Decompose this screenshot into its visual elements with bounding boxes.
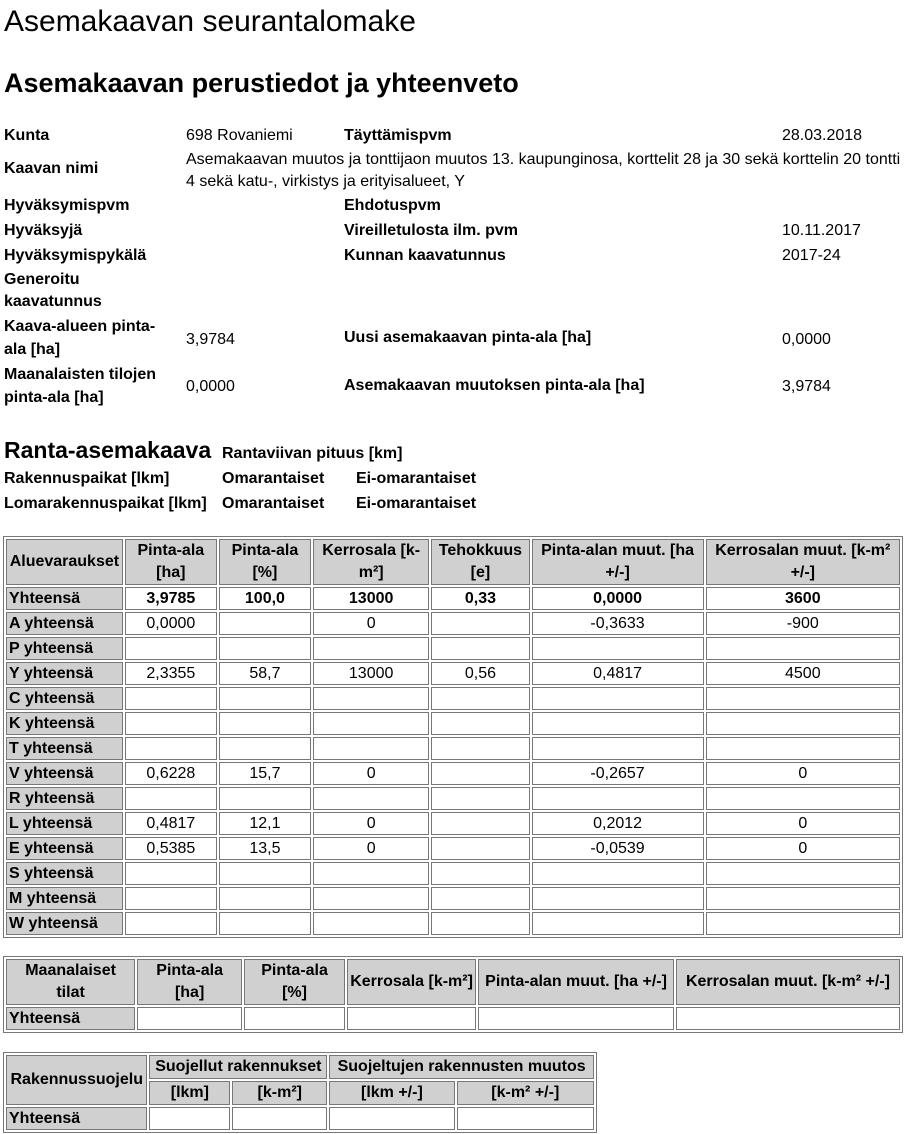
table-cell	[313, 887, 429, 910]
table-cell: 13000	[313, 662, 429, 685]
table-cell	[313, 787, 429, 810]
row-label: C yhteensä	[6, 687, 123, 710]
table-cell	[219, 787, 311, 810]
table-cell	[125, 687, 217, 710]
table-row	[6, 612, 900, 635]
table-cell	[219, 712, 311, 735]
table-cell: 0,2012	[532, 812, 704, 835]
row-label: A yhteensä	[6, 612, 123, 635]
table-cell	[676, 1007, 900, 1030]
table-cell: 13,5	[219, 837, 311, 860]
row-label: M yhteensä	[6, 887, 123, 910]
table-cell: 0	[313, 612, 429, 635]
rakennuspaikat-ei-omarantaiset: Ei-omarantaiset	[356, 470, 477, 487]
table-cell: -900	[706, 612, 900, 635]
suojellut-header: Suojellut rakennukset	[149, 1055, 327, 1079]
column-header: Pinta-alan muut. [ha +/-]	[478, 959, 674, 1005]
table-cell	[313, 712, 429, 735]
table-cell: 0	[313, 812, 429, 835]
table-cell	[125, 862, 217, 885]
table-cell	[125, 912, 217, 935]
table-row	[6, 812, 900, 835]
table-row	[6, 837, 900, 860]
kaava-alue-value: 3,9784	[186, 331, 235, 348]
table-cell: 0	[706, 812, 900, 835]
table-cell	[706, 637, 900, 660]
column-header: Kerrosalan muut. [k-m² +/-]	[676, 959, 900, 1005]
column-header: Pinta-ala [ha]	[137, 959, 242, 1005]
table-cell	[532, 637, 704, 660]
table-cell	[219, 862, 311, 885]
table-row	[6, 687, 900, 710]
table-cell	[219, 737, 311, 760]
table-cell	[431, 637, 529, 660]
table-cell	[313, 912, 429, 935]
vireilletulosta-label: Vireilletulosta ilm. pvm	[344, 222, 518, 239]
table-cell: 0,0000	[125, 612, 217, 635]
maanalaisten-label-2: pinta-ala [ha]	[4, 389, 104, 406]
muutos-header: Suojeltujen rakennusten muutos	[329, 1055, 594, 1079]
table-cell	[706, 887, 900, 910]
table-cell: 0,4817	[125, 812, 217, 835]
table-cell	[431, 712, 529, 735]
table-row	[6, 712, 900, 735]
table-cell	[532, 912, 704, 935]
table-row	[6, 737, 900, 760]
row-label: T yhteensä	[6, 737, 123, 760]
table-cell	[706, 912, 900, 935]
table-row	[6, 887, 900, 910]
kaava-alue-label-2: ala [ha]	[4, 341, 61, 358]
table-cell: 4500	[706, 662, 900, 685]
uusi-pinta-ala-value: 0,0000	[782, 331, 831, 348]
table-cell	[431, 887, 529, 910]
table-cell: 0,0000	[532, 587, 704, 610]
table-cell	[347, 1007, 476, 1030]
table-cell: 0,56	[431, 662, 529, 685]
table-row	[6, 787, 900, 810]
table-cell: 12,1	[219, 812, 311, 835]
table-cell	[431, 812, 529, 835]
row-label: K yhteensä	[6, 712, 123, 735]
kunnan-kaavatunnus-label: Kunnan kaavatunnus	[344, 247, 506, 264]
table-cell	[125, 887, 217, 910]
rakennuspaikat-omarantaiset: Omarantaiset	[222, 470, 325, 487]
rakennussuojelu-header: Rakennussuojelu	[6, 1055, 147, 1105]
lomarakennuspaikat-ei-omarantaiset: Ei-omarantaiset	[356, 495, 477, 512]
vireilletulosta-value: 10.11.2017	[782, 222, 861, 239]
uusi-pinta-ala-label: Uusi asemakaavan pinta-ala [ha]	[344, 329, 592, 346]
table-cell: 0,4817	[532, 662, 704, 685]
table-cell	[125, 712, 217, 735]
hyvaksyja-label: Hyväksyjä	[4, 222, 83, 239]
table-cell	[313, 737, 429, 760]
table-cell	[125, 637, 217, 660]
table-row	[6, 587, 900, 610]
table-cell	[457, 1107, 594, 1130]
page-title: Asemakaavan seurantalomake	[4, 5, 416, 38]
table-cell: 0	[313, 837, 429, 860]
table-cell	[532, 737, 704, 760]
tayttamispvm-label: Täyttämispvm	[344, 127, 452, 144]
table-cell	[125, 787, 217, 810]
table-cell	[219, 612, 311, 635]
table-cell	[532, 787, 704, 810]
table-cell	[431, 912, 529, 935]
table-cell	[532, 862, 704, 885]
muutoksen-pinta-ala-value: 3,9784	[782, 378, 831, 395]
kunnan-kaavatunnus-value: 2017-24	[782, 247, 841, 264]
ranta-heading: Ranta-asemakaava	[4, 437, 212, 463]
column-header: Kerrosala [k-m²]	[313, 539, 429, 585]
section-title-basic: Asemakaavan perustiedot ja yhteenveto	[4, 68, 519, 98]
table-cell	[431, 762, 529, 785]
table-cell: -0,0539	[532, 837, 704, 860]
kaava-alue-label-1: Kaava-alueen pinta-	[4, 318, 156, 335]
row-label: Y yhteensä	[6, 662, 123, 685]
table-cell	[125, 737, 217, 760]
table-cell	[329, 1107, 454, 1130]
table-cell	[244, 1007, 345, 1030]
row-label: R yhteensä	[6, 787, 123, 810]
table-cell: 15,7	[219, 762, 311, 785]
column-header: Tehokkuus [e]	[431, 539, 529, 585]
table-row	[6, 1107, 594, 1130]
table-cell	[478, 1007, 674, 1030]
table-cell: 0	[313, 762, 429, 785]
kaavan-nimi-value: Asemakaavan muutos ja tonttijaon muutos 13. kaupunginosa, korttelit 28 ja 30 sekä korttelin 20 tontti 4 sekä katu-, virkistys ja erityisalueet, Y	[186, 151, 901, 190]
ehdotuspvm-label: Ehdotuspvm	[344, 197, 441, 214]
table-cell	[431, 837, 529, 860]
table-row	[6, 862, 900, 885]
table-cell: 0	[706, 762, 900, 785]
table-cell: 0,6228	[125, 762, 217, 785]
column-header: Pinta-ala [ha]	[125, 539, 217, 585]
row-label: L yhteensä	[6, 812, 123, 835]
table-cell	[706, 687, 900, 710]
kaavan-nimi-label: Kaavan nimi	[4, 160, 99, 177]
table-cell: 3600	[706, 587, 900, 610]
table-row	[6, 662, 900, 685]
table-cell: 2,3355	[125, 662, 217, 685]
aluevaraukset-table	[3, 536, 903, 938]
table-cell	[137, 1007, 242, 1030]
row-label: S yhteensä	[6, 862, 123, 885]
table-row	[6, 637, 900, 660]
table-cell	[706, 737, 900, 760]
row-label: Yhteensä	[6, 1007, 135, 1030]
table-cell: 0	[706, 837, 900, 860]
hyvaksymispvm-label: Hyväksymispvm	[4, 197, 130, 214]
maanalaisten-value: 0,0000	[186, 378, 235, 395]
lomarakennuspaikat-omarantaiset: Omarantaiset	[222, 495, 325, 512]
row-label: P yhteensä	[6, 637, 123, 660]
table-cell: 58,7	[219, 662, 311, 685]
sub-header-km2: [k-m²]	[232, 1081, 327, 1105]
table-cell: 0,5385	[125, 837, 217, 860]
first-column-header: Aluevaraukset	[6, 539, 123, 585]
hyvaksymispykala-label: Hyväksymispykälä	[4, 247, 147, 264]
rakennussuojelu-table	[3, 1052, 597, 1133]
kunta-label: Kunta	[4, 127, 50, 144]
table-cell: -0,2657	[532, 762, 704, 785]
table-row	[6, 1007, 900, 1030]
table-cell	[706, 712, 900, 735]
row-label: E yhteensä	[6, 837, 123, 860]
table-cell	[149, 1107, 230, 1130]
maanalaiset-table	[3, 956, 903, 1033]
generoitu-label-2: kaavatunnus	[4, 293, 102, 310]
table-cell	[706, 862, 900, 885]
first-column-header: Maanalaiset tilat	[6, 959, 135, 1005]
rakennuspaikat-label: Rakennuspaikat [lkm]	[4, 470, 170, 487]
kunta-value: 698 Rovaniemi	[186, 127, 293, 144]
sub-header-km2-change: [k-m² +/-]	[457, 1081, 594, 1105]
column-header: Pinta-ala [%]	[244, 959, 345, 1005]
table-cell	[532, 887, 704, 910]
tayttamispvm-value: 28.03.2018	[782, 127, 863, 144]
table-cell	[219, 912, 311, 935]
table-cell: -0,3633	[532, 612, 704, 635]
table-cell	[313, 862, 429, 885]
table-row	[6, 762, 900, 785]
muutoksen-pinta-ala-label: Asemakaavan muutoksen pinta-ala [ha]	[344, 377, 645, 394]
column-header: Kerrosalan muut. [k-m² +/-]	[706, 539, 900, 585]
table-cell	[532, 687, 704, 710]
table-cell: 3,9785	[125, 587, 217, 610]
table-cell	[431, 787, 529, 810]
sub-header-lkm: [lkm]	[149, 1081, 230, 1105]
table-cell	[431, 687, 529, 710]
table-cell: 100,0	[219, 587, 311, 610]
column-header: Pinta-alan muut. [ha +/-]	[532, 539, 704, 585]
table-cell	[219, 687, 311, 710]
table-cell	[431, 737, 529, 760]
table-cell	[431, 612, 529, 635]
table-row	[6, 912, 900, 935]
table-cell	[219, 637, 311, 660]
column-header: Pinta-ala [%]	[219, 539, 311, 585]
table-cell	[313, 637, 429, 660]
row-label: W yhteensä	[6, 912, 123, 935]
rantaviiva-label: Rantaviivan pituus [km]	[222, 445, 403, 462]
table-cell	[232, 1107, 327, 1130]
table-cell	[219, 887, 311, 910]
sub-header-lkm-change: [lkm +/-]	[329, 1081, 454, 1105]
row-label: Yhteensä	[6, 1107, 147, 1130]
table-cell: 0,33	[431, 587, 529, 610]
column-header: Kerrosala [k-m²]	[347, 959, 476, 1005]
table-cell: 13000	[313, 587, 429, 610]
table-cell	[431, 862, 529, 885]
row-label: Yhteensä	[6, 587, 123, 610]
table-cell	[706, 787, 900, 810]
table-cell	[313, 687, 429, 710]
generoitu-label-1: Generoitu	[4, 271, 80, 288]
row-label: V yhteensä	[6, 762, 123, 785]
maanalaisten-label-1: Maanalaisten tilojen	[4, 366, 157, 383]
lomarakennuspaikat-label: Lomarakennuspaikat [lkm]	[4, 495, 207, 512]
table-cell	[532, 712, 704, 735]
